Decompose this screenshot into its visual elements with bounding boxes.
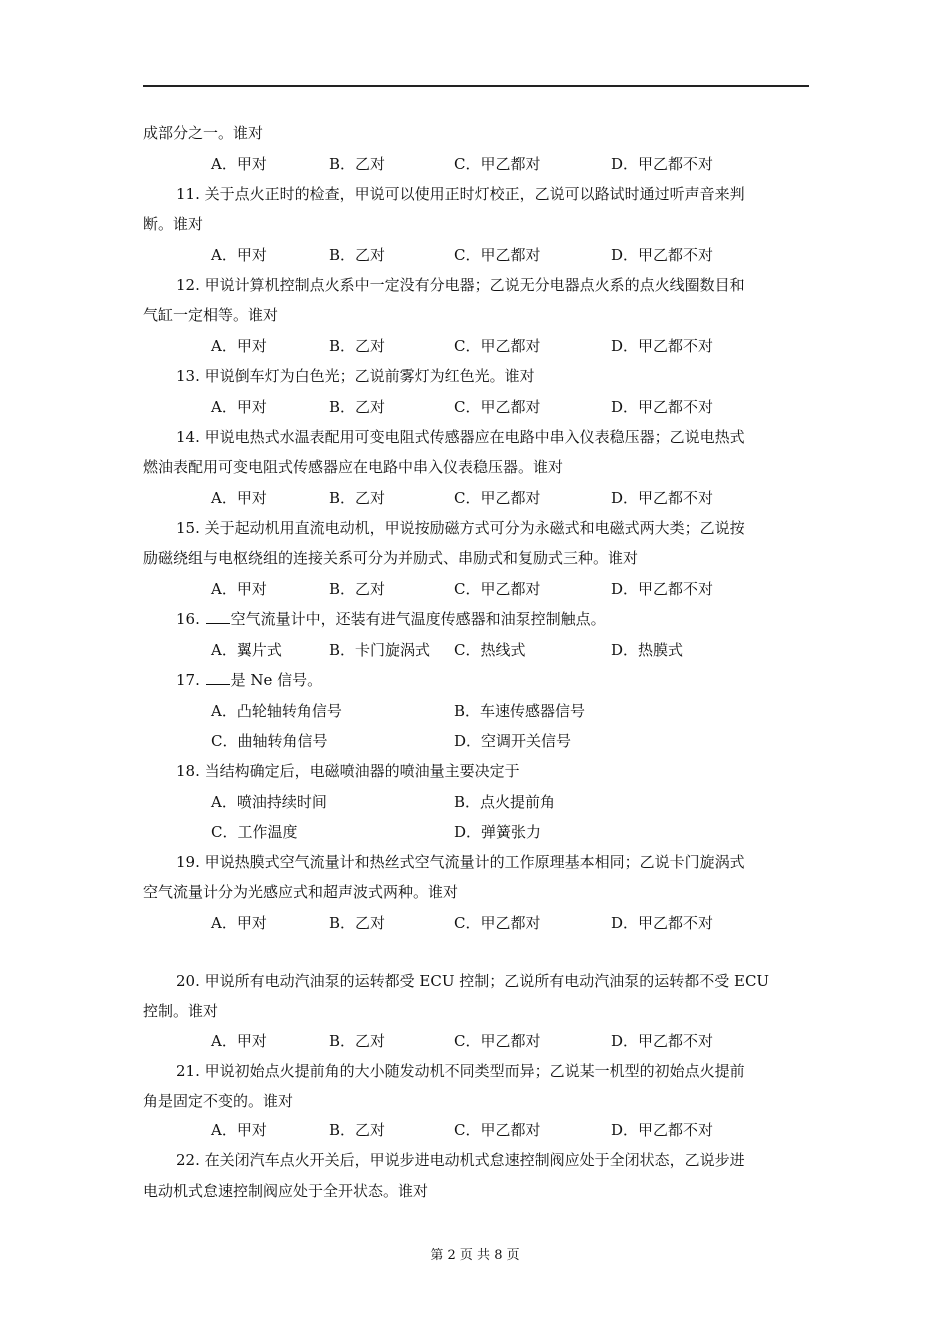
question-19-text-cont: 空气流量计分为光感应式和超声波式两种。谁对	[143, 883, 459, 901]
option-a: A．凸轮轴转角信号	[211, 702, 342, 720]
question-14-text: 14. 甲说电热式水温表配用可变电阻式传感器应在电路中串入仪表稳压器；乙说电热式	[176, 428, 745, 446]
question-11-text-cont: 断。谁对	[143, 215, 204, 233]
option-c: C．工作温度	[211, 823, 298, 841]
question-22-text: 22. 在关闭汽车点火开关后，甲说步进电动机式怠速控制阀应处于全闭状态，乙说步进	[176, 1151, 745, 1169]
answer-blank	[206, 609, 230, 624]
question-20-text: 20. 甲说所有电动汽油泵的运转都受 ECU 控制；乙说所有电动汽油泵的运转都不受 ECU	[176, 972, 770, 990]
page-footer: 第 2 页 共 8 页	[430, 1248, 520, 1263]
option-c: C．甲乙都对	[454, 155, 541, 173]
option-b: B．卡门旋涡式	[329, 641, 431, 659]
question-number: 17.	[176, 671, 200, 689]
question-17-text	[176, 670, 322, 690]
option-c: C．甲乙都对	[454, 1121, 541, 1139]
option-d: D．甲乙都不对	[611, 489, 714, 507]
option-d: D．甲乙都不对	[611, 155, 714, 173]
option-c: C．曲轴转角信号	[211, 732, 328, 750]
option-a: A．甲对	[211, 337, 267, 355]
question-body: 是 Ne 信号。	[230, 671, 323, 689]
question-12-text: 12. 甲说计算机控制点火系中一定没有分电器；乙说无分电器点火系的点火线圈数目和	[176, 276, 745, 294]
question-13-text: 13. 甲说倒车灯为白色光；乙说前雾灯为红色光。谁对	[176, 367, 535, 385]
question-18-text: 18. 当结构确定后，电磁喷油器的喷油量主要决定于	[176, 762, 520, 780]
option-c: C．甲乙都对	[454, 1032, 541, 1050]
question-11-text: 11. 关于点火正时的检查，甲说可以使用正时灯校正，乙说可以路试时通过听声音来判	[176, 185, 745, 203]
option-b: B．乙对	[329, 246, 386, 264]
question-20-text-cont: 控制。谁对	[143, 1002, 219, 1020]
option-a: A．翼片式	[211, 641, 282, 659]
option-b: B．车速传感器信号	[454, 702, 586, 720]
question-12-text-cont: 气缸一定相等。谁对	[143, 306, 279, 324]
option-d: D．甲乙都不对	[611, 398, 714, 416]
option-c: C．甲乙都对	[454, 337, 541, 355]
answer-blank	[206, 670, 230, 685]
question-19-text: 19. 甲说热膜式空气流量计和热丝式空气流量计的工作原理基本相同；乙说卡门旋涡式	[176, 853, 745, 871]
option-a: A．甲对	[211, 155, 267, 173]
option-c: C．热线式	[454, 641, 526, 659]
question-21-text-cont: 角是固定不变的。谁对	[143, 1092, 294, 1110]
option-a: A．喷油持续时间	[211, 793, 327, 811]
question-body: 空气流量计中，还装有进气温度传感器和油泵控制触点。	[230, 610, 606, 628]
option-c: C．甲乙都对	[454, 398, 541, 416]
option-b: B．乙对	[329, 398, 386, 416]
option-b: B．乙对	[329, 1032, 386, 1050]
option-d: D．甲乙都不对	[611, 337, 714, 355]
option-a: A．甲对	[211, 246, 267, 264]
option-c: C．甲乙都对	[454, 489, 541, 507]
question-21-text: 21. 甲说初始点火提前角的大小随发动机不同类型而异；乙说某一机型的初始点火提前	[176, 1062, 745, 1080]
option-a: A．甲对	[211, 1121, 267, 1139]
option-a: A．甲对	[211, 580, 267, 598]
option-c: C．甲乙都对	[454, 580, 541, 598]
question-22-text-cont: 电动机式怠速控制阀应处于全开状态。谁对	[143, 1182, 429, 1200]
question-16-text	[176, 609, 606, 629]
option-d: D．热膜式	[611, 641, 684, 659]
option-d: D．甲乙都不对	[611, 914, 714, 932]
question-10-continuation: 成部分之一。谁对	[143, 124, 264, 142]
header-rule	[143, 85, 809, 87]
option-c: C．甲乙都对	[454, 914, 541, 932]
option-a: A．甲对	[211, 1032, 267, 1050]
option-a: A．甲对	[211, 489, 267, 507]
option-b: B．点火提前角	[454, 793, 556, 811]
option-b: B．乙对	[329, 1121, 386, 1139]
option-b: B．乙对	[329, 580, 386, 598]
question-15-text: 15. 关于起动机用直流电动机，甲说按励磁方式可分为永磁式和电磁式两大类；乙说按	[176, 519, 745, 537]
option-d: D．弹簧张力	[454, 823, 542, 841]
question-number: 16.	[176, 610, 200, 628]
option-d: D．空调开关信号	[454, 732, 572, 750]
option-a: A．甲对	[211, 398, 267, 416]
option-b: B．乙对	[329, 489, 386, 507]
option-b: B．乙对	[329, 914, 386, 932]
option-b: B．乙对	[329, 155, 386, 173]
option-a: A．甲对	[211, 914, 267, 932]
question-15-text-cont: 励磁绕组与电枢绕组的连接关系可分为并励式、串励式和复励式三种。谁对	[143, 549, 639, 567]
question-14-text-cont: 燃油表配用可变电阻式传感器应在电路中串入仪表稳压器。谁对	[143, 458, 564, 476]
option-d: D．甲乙都不对	[611, 1121, 714, 1139]
option-c: C．甲乙都对	[454, 246, 541, 264]
option-d: D．甲乙都不对	[611, 1032, 714, 1050]
option-d: D．甲乙都不对	[611, 580, 714, 598]
option-b: B．乙对	[329, 337, 386, 355]
option-d: D．甲乙都不对	[611, 246, 714, 264]
